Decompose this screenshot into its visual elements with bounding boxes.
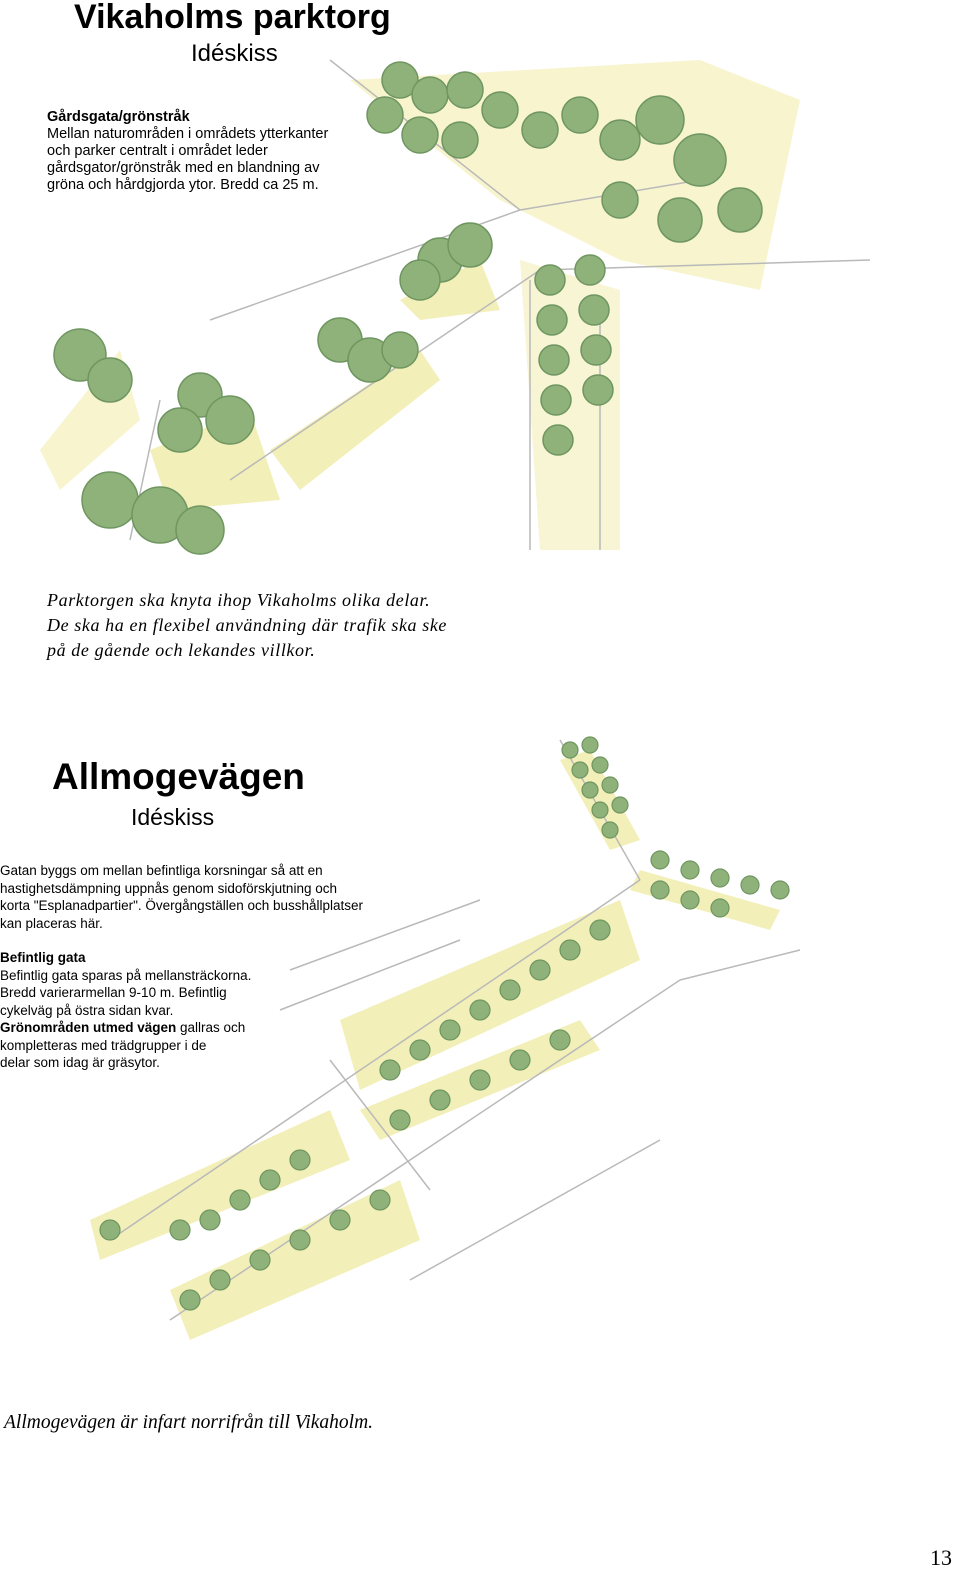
description-line: Mellan naturområden i områdets ytterkanter <box>47 126 329 142</box>
intro-line: korta "Esplanadpartier". Övergångställen och busshållplatser <box>0 898 364 913</box>
description-line: och parker centralt i området leder <box>47 143 268 159</box>
green-areas-line <box>0 1019 400 1037</box>
body-line: cykelväg på östra sidan kvar. <box>0 1002 174 1018</box>
parktorg-caption <box>47 588 487 663</box>
section-subtitle: Idéskiss <box>131 804 215 830</box>
description-heading: Gårdsgata/grönstråk <box>47 109 190 125</box>
green-areas-rest: gallras och <box>176 1020 246 1035</box>
intro-line: kan placeras här. <box>0 915 103 931</box>
intro-line: hastighetsdämpning uppnås genom sidoförskjutning och <box>0 880 337 896</box>
page-title: Vikaholms parktorg <box>74 0 391 36</box>
page-number: 13 <box>930 1545 952 1570</box>
section-title: Allmogevägen <box>52 756 305 797</box>
body-line: Bredd varierarmellan 9-10 m. Befintlig <box>0 985 227 1000</box>
allmogevagen-description <box>0 862 400 1072</box>
intro-line: Gatan byggs om mellan befintliga korsningar så att en <box>0 863 323 878</box>
green-line: kompletteras med trädgrupper i de <box>0 1037 207 1053</box>
green-line: delar som idag är gräsytor. <box>0 1055 160 1070</box>
description-line: gårdsgator/grönstråk med en blandning av <box>47 160 320 176</box>
caption-line: Parktorgen ska knyta ihop Vikaholms olika delar. <box>47 590 431 610</box>
green-areas-bold: Grönområden utmed vägen <box>0 1020 177 1035</box>
parktorg-sketch <box>0 20 960 560</box>
caption-line: De ska ha en flexibel användning där trafik ska ske <box>47 615 448 635</box>
parktorg-description <box>47 109 387 194</box>
befintlig-gata-heading: Befintlig gata <box>0 950 86 965</box>
body-line: Befintlig gata sparas på mellansträckorna. <box>0 967 252 983</box>
caption-line: på de gående och lekandes villkor. <box>47 640 316 660</box>
page-subtitle: Idéskiss <box>191 40 278 67</box>
allmogevagen-caption: Allmogevägen är infart norrifrån till Vikaholm. <box>4 1412 374 1433</box>
description-line: gröna och hårdgjorda ytor. Bredd ca 25 m. <box>47 177 319 193</box>
